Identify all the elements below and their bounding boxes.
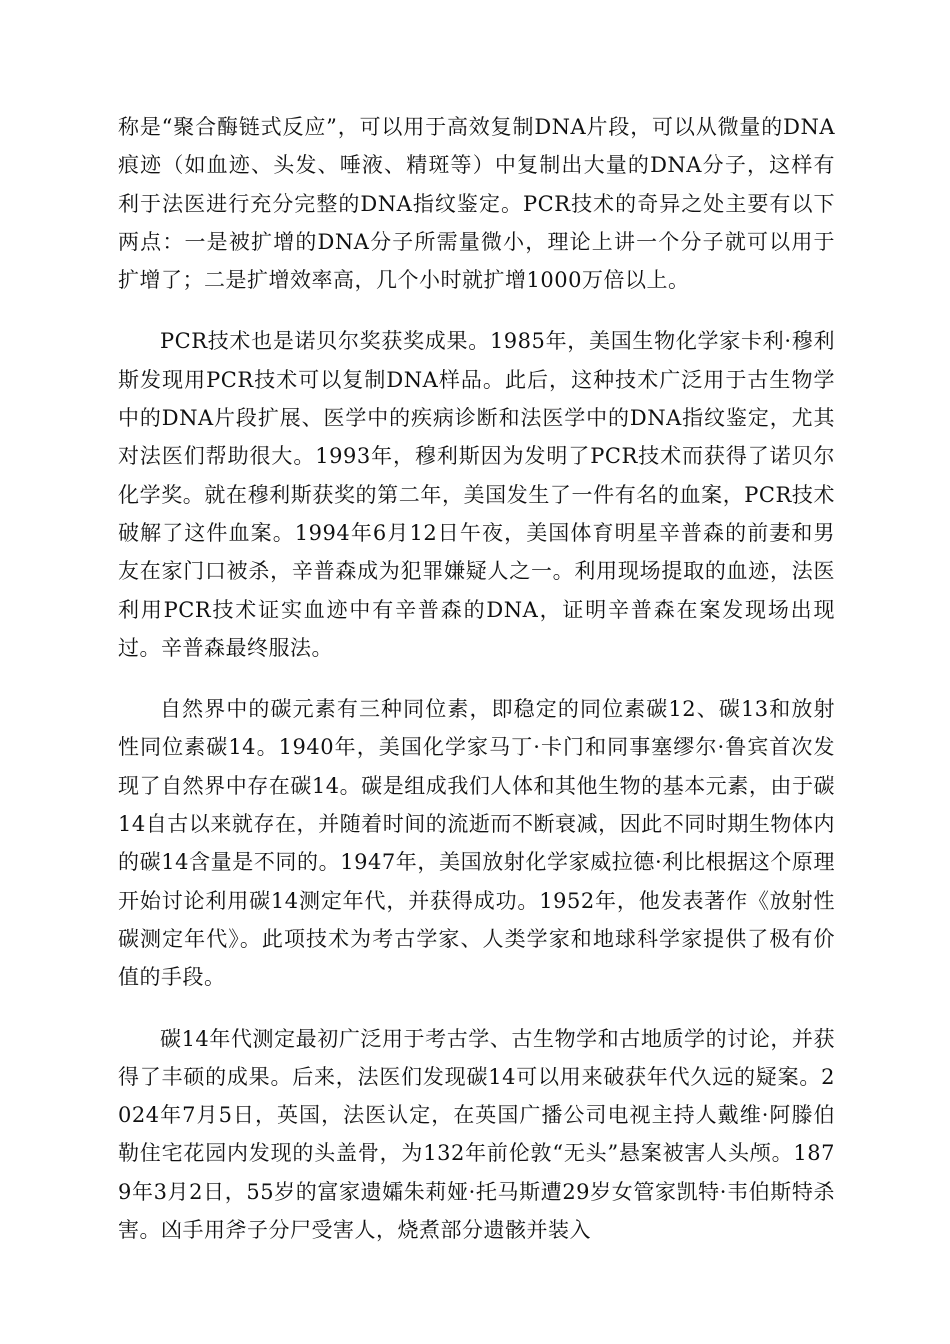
paragraph-pcr-nobel-history: PCR技术也是诺贝尔奖获奖成果。1985年，美国生物化学家卡利·穆利斯发现用PCR技术可以复制DNA样品。此后，这种技术广泛用于古生物学中的DNA片段扩展、医学中的疾病诊断和法医学中的DNA指纹鉴定，尤其对法医们帮助很大。1993年，穆利斯因为发明了PCR技术而获得了诺贝尔化学奖。就在穆利斯获奖的第二年，美国发生了一件有名的血案，PCR技术破解了这件血案。1994年6月12日午夜，美国体育明星辛普森的前妻和男友在家门口被杀，辛普森成为犯罪嫌疑人之一。利用现场提取的血迹，法医利用PCR技术证实血迹中有辛普森的DNA，证明辛普森在案发现场出现过。辛普森最终服法。 (118, 329, 835, 660)
document-body (118, 108, 835, 1272)
paragraph-carbon-dating-forensics: 碳14年代测定最初广泛用于考古学、古生物学和古地质学的讨论，并获得了丰硕的成果。后来，法医们发现碳14可以用来破获年代久远的疑案。2024年7月5日，英国，法医认定，在英国广播公司电视主持人戴维·阿滕伯勒住宅花园内发现的头盖骨，为132年前伦敦“无头”悬案被害人头颅。1879年3月2日，55岁的富家遗孀朱莉娅·托马斯遭29岁女管家凯特·韦伯斯特杀害。凶手用斧子分尸受害人，烧煮部分遗骸并装入 (118, 1026, 835, 1243)
paragraph-pcr-definition: 称是“聚合酶链式反应”，可以用于高效复制DNA片段，可以从微量的DNA痕迹（如血迹、头发、唾液、精斑等）中复制出大量的DNA分子，这样有利于法医进行充分完整的DNA指纹鉴定。PCR技术的奇异之处主要有以下两点：一是被扩增的DNA分子所需量微小，理论上讲一个分子就可以用于扩增了；二是扩增效率高，几个小时就扩增1000万倍以上。 (118, 115, 835, 293)
paragraph-carbon-isotopes: 自然界中的碳元素有三种同位素，即稳定的同位素碳12、碳13和放射性同位素碳14。1940年，美国化学家马丁·卡门和同事塞缪尔·鲁宾首次发现了自然界中存在碳14。碳是组成我们人体和其他生物的基本元素，由于碳14自古以来就存在，并随着时间的流逝而不断衰减，因此不同时期生物体内的碳14含量是不同的。1947年，美国放射化学家威拉德·利比根据这个原理开始讨论利用碳14测定年代，并获得成功。1952年，他发表著作《放射性碳测定年代》。此项技术为考古学家、人类学家和地球科学家提供了极有价值的手段。 (118, 697, 835, 990)
